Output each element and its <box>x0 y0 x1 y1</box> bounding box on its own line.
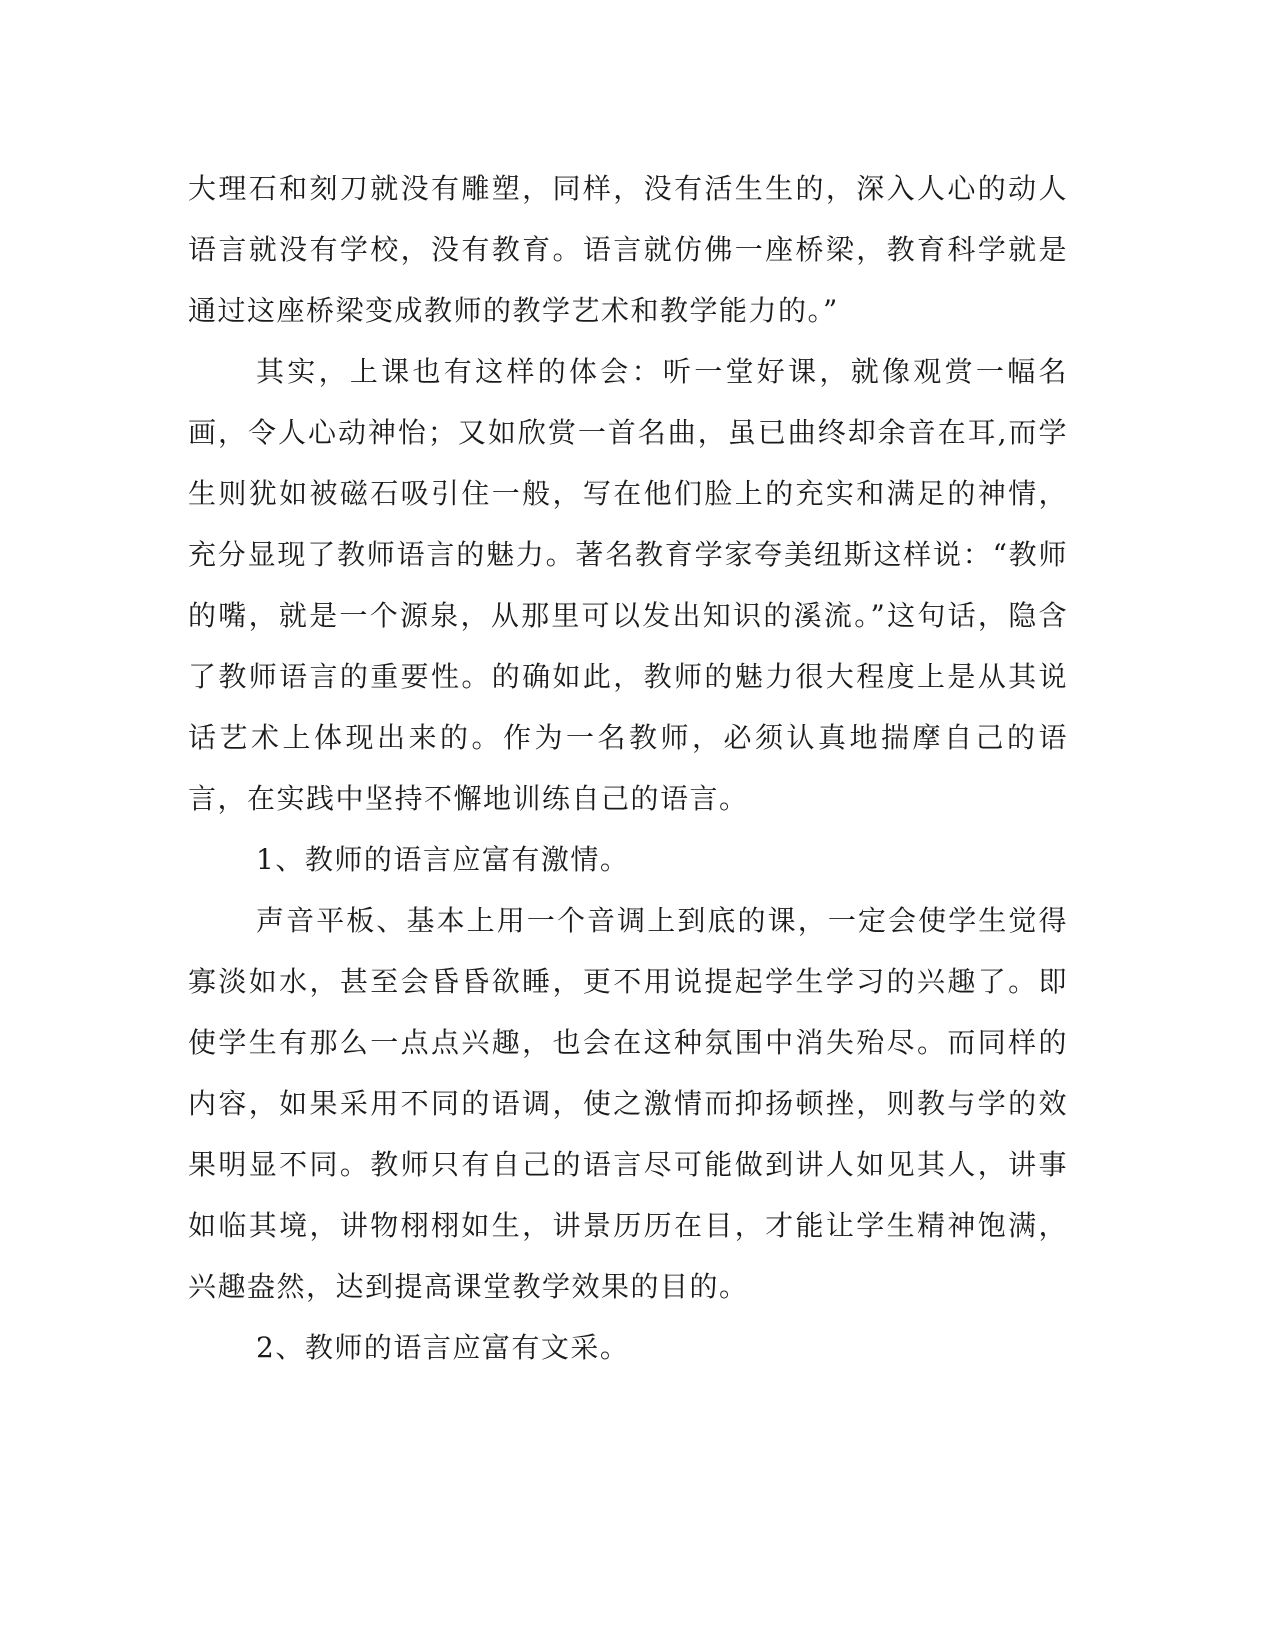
section-heading-2 <box>188 1317 1068 1378</box>
line: 讲物栩栩如生，讲景历历在目，才能让学生精神饱满，兴趣盎然，达 <box>188 1209 1068 1303</box>
line: 来的。作为一名教师，必须认真地揣摩自己的语言，在实践中坚持不 <box>188 721 1068 815</box>
paragraph-teacher-language-charm <box>188 341 1068 829</box>
section-heading-1 <box>188 829 1068 890</box>
line: 令人心动神怡；又如欣赏一首名曲，虽已曲终却余音在耳,而学生则犹 <box>188 416 1068 510</box>
line: 一个源泉，从那里可以发出知识的溪流。”这句话，隐含了教师语言的 <box>188 599 1068 693</box>
line: 淡如水，甚至会昏昏欲睡，更不用说提起学生学习的兴趣了。即使学 <box>188 965 1068 1059</box>
line: 懈地训练自己的语言。 <box>453 782 749 815</box>
document-body <box>188 158 1068 1378</box>
line: 同。教师只有自己的语言尽可能做到讲人如见其人，讲事如临其境， <box>188 1148 1068 1242</box>
line: 其实，上课也有这样的体会：听一堂好课，就像观赏一幅名画， <box>188 355 1068 449</box>
line: 如被磁石吸引住一般，写在他们脸上的充实和满足的神情，充分显现 <box>188 477 1068 571</box>
line: 重要性。的确如此，教师的魅力很大程度上是从其说话艺术上体现出 <box>188 660 1068 754</box>
paragraph-quote-continuation <box>188 158 1068 341</box>
line: 如果采用不同的语调，使之激情而抑扬顿挫，则教与学的效果明显不 <box>188 1087 1068 1181</box>
line: 大理石和刻刀就没有雕塑，同样，没有活生生的，深入人心的动人语 <box>188 172 1068 266</box>
line: 2、教师的语言应富有文采。 <box>256 1331 630 1364</box>
paragraph-passion <box>188 890 1068 1317</box>
line: 了教师语言的魅力。著名教育学家夸美纽斯这样说：“教师的嘴，就是 <box>188 538 1068 632</box>
line: 1、教师的语言应富有激情。 <box>256 843 630 876</box>
line: 这座桥梁变成教师的教学艺术和教学能力的。” <box>247 294 839 327</box>
line: 声音平板、基本上用一个音调上到底的课，一定会使学生觉得寡 <box>188 904 1068 998</box>
line: 言就没有学校，没有教育。语言就仿佛一座桥梁，教育科学就是通过 <box>188 233 1068 327</box>
line: 到提高课堂教学效果的目的。 <box>365 1270 749 1303</box>
line: 生有那么一点点兴趣，也会在这种氛围中消失殆尽。而同样的内容， <box>188 1026 1068 1120</box>
